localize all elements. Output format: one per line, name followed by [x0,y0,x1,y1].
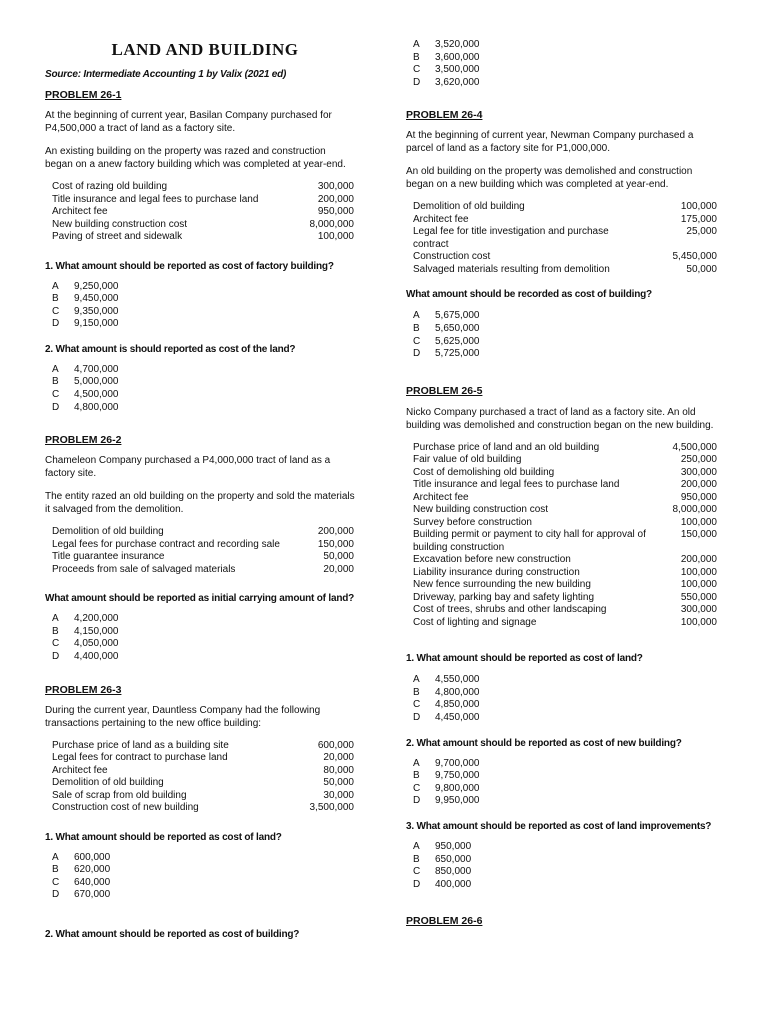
option-letter: D [413,878,421,890]
item-amount: 100,000 [680,566,717,578]
option-row [413,879,471,892]
option-letter: D [52,318,60,330]
item-label: Architect fee [52,206,108,217]
option-row [413,336,480,349]
table-row [52,802,354,815]
option-value: 3,620,000 [435,76,480,88]
option-letter: A [413,39,420,50]
option-letter: B [413,686,420,698]
item-label: Survey before construction [413,516,532,528]
option-value: 600,000 [74,851,111,863]
table-row [413,454,717,467]
table-row [413,467,717,480]
item-label: Architect fee [413,213,469,225]
item-amount: 300,000 [680,466,717,478]
item-amount: 50,000 [323,551,354,563]
option-letter: A [52,851,59,863]
item-amount: 3,500,000 [309,802,354,814]
question: What amount should be reported as initial carrying amount of land? [45,593,355,605]
option-letter: C [413,64,421,76]
item-amount: 100,000 [680,516,717,528]
question: What amount should be recorded as cost of building? [406,289,652,301]
option-letter: B [413,322,420,334]
table-row [52,564,354,577]
option-row [413,841,471,854]
option-letter: D [52,401,60,413]
item-label: Architect fee [52,764,108,776]
table-row [52,539,354,552]
option-value: 4,800,000 [74,401,119,413]
item-amount: 175,000 [680,213,717,225]
option-value: 9,250,000 [74,280,119,292]
table-row [413,604,717,617]
option-value: 950,000 [435,841,472,852]
option-letter: C [52,876,60,888]
option-row [52,877,110,890]
option-value: 5,725,000 [435,348,480,360]
right-column [406,0,718,927]
table-row [413,251,717,264]
item-label: Purchase price of land and an old building [413,441,600,453]
answer-options [52,613,119,663]
item-label: Driveway, parking bay and safety lighting [413,591,595,603]
option-value: 5,625,000 [435,335,480,347]
option-row [413,854,471,867]
option-letter: D [413,712,421,724]
table-row [413,442,717,455]
option-row [413,77,480,90]
item-label: New building construction cost [413,504,549,516]
problem-heading: PROBLEM 26-1 [45,89,122,101]
question: 3. What amount should be reported as cost of land improvements? [406,821,712,832]
item-amount: 8,000,000 [672,504,717,516]
option-letter: B [413,853,420,865]
table-row [413,554,717,567]
item-label: Paving of street and sidewalk [52,231,183,242]
problem-text: An existing building on the property was razed and construction began on a anew factory building which was completed at year-end. [45,146,346,170]
table-row [52,777,354,790]
option-row [413,323,480,336]
item-amount: 20,000 [323,752,354,764]
item-label: Sale of scrap from old building [52,789,187,801]
table-row [413,201,717,214]
option-value: 670,000 [74,889,111,901]
option-letter: B [52,376,59,388]
answer-options [52,852,110,902]
option-letter: A [413,310,420,322]
problem-text: At the beginning of current year, Basilan Company purchased for P4,500,000 a tract of land as a factory site. [45,110,332,134]
item-label: Purchase price of land as a building site [52,739,229,751]
item-label: Demolition of old building [413,201,525,213]
table-row [413,492,717,505]
item-label: Salvaged materials resulting from demolition [413,263,610,275]
table-row [52,194,354,207]
option-letter: D [52,651,60,663]
item-amount: 30,000 [323,789,354,801]
option-value: 3,520,000 [435,39,480,50]
option-row [52,389,119,402]
option-value: 9,350,000 [74,305,119,317]
option-row [413,687,480,700]
table-row [413,504,717,517]
answer-options [413,674,480,724]
option-letter: B [413,770,420,782]
option-value: 640,000 [74,876,111,888]
table-row [52,219,354,232]
option-letter: C [413,335,421,347]
option-letter: A [52,363,59,375]
option-row [52,281,119,294]
option-row [413,795,480,808]
item-label: New building construction cost [52,218,188,230]
item-label: Title insurance and legal fees to purchase land [52,193,259,205]
problem-heading: PROBLEM 26-3 [45,683,122,696]
option-letter: C [52,389,60,401]
option-row [413,712,480,725]
item-amount: 200,000 [680,479,717,491]
option-letter: C [52,305,60,317]
item-amount: 300,000 [680,604,717,616]
item-label: Demolition of old building [52,526,164,538]
answer-options [413,841,471,891]
table-row [413,567,717,580]
option-value: 4,200,000 [74,613,119,625]
option-letter: A [52,280,59,292]
table-row [413,226,717,251]
option-letter: A [413,841,420,852]
option-letter: A [413,757,420,769]
option-value: 9,750,000 [435,770,480,782]
option-row [52,293,119,306]
option-row [413,866,471,879]
option-value: 5,675,000 [435,310,480,322]
item-amount: 80,000 [323,764,354,776]
answer-options [413,39,480,89]
item-amount: 300,000 [317,181,354,192]
table-row [413,264,717,277]
table-row [52,752,354,765]
item-label: Cost of lighting and signage [413,616,537,628]
table-row [52,765,354,778]
table-row [413,592,717,605]
table-row [52,551,354,564]
option-value: 3,600,000 [435,51,480,63]
item-amount: 100,000 [317,231,354,242]
option-row [52,864,110,877]
option-row [52,638,119,651]
problem-heading: PROBLEM 26-2 [45,434,122,447]
problem-26-1 [45,89,355,414]
option-value: 4,550,000 [435,674,480,686]
question: 2. What amount should be reported as cost of new building? [406,737,682,749]
option-row [52,651,119,664]
option-value: 4,700,000 [74,363,119,375]
option-value: 9,150,000 [74,318,119,330]
question: 2. What amount should be reported as cost of building? [45,929,300,940]
left-column [45,0,355,940]
option-row [52,364,119,377]
cost-table [413,442,717,630]
option-value: 4,500,000 [74,389,119,401]
problem-heading: PROBLEM 26-6 [406,915,483,928]
question: 1. What amount should be reported as cost of land? [406,653,643,665]
option-letter: C [413,782,421,794]
item-label: Architect fee [413,491,469,503]
table-row [52,740,354,753]
option-letter: D [52,889,60,901]
item-label: Legal fee for title investigation and purchase contract [413,226,609,250]
item-amount: 950,000 [317,206,354,217]
problem-26-4 [406,109,718,360]
option-value: 9,950,000 [435,795,480,807]
answer-options [52,281,119,331]
item-amount: 4,500,000 [672,441,717,453]
question: 1. What amount should be reported as cost of factory building? [45,260,334,272]
question: 2. What amount is should reported as cost of the land? [45,343,296,355]
option-row [52,626,119,639]
option-row [52,889,110,902]
option-row [413,39,480,52]
option-letter: D [413,76,421,88]
option-value: 400,000 [435,878,472,890]
option-row [413,310,480,323]
option-row [52,376,119,389]
option-letter: A [52,613,59,625]
option-row [413,770,480,783]
item-label: Title guarantee insurance [52,551,165,563]
item-amount: 200,000 [317,193,354,205]
item-amount: 100,000 [680,579,717,591]
option-value: 9,700,000 [435,757,480,769]
cost-table [52,740,354,815]
item-amount: 50,000 [323,777,354,789]
item-label: Legal fees for purchase contract and recording sale [52,538,280,550]
option-row [52,306,119,319]
option-letter: C [413,866,421,878]
item-label: Construction cost [413,251,491,263]
item-amount: 100,000 [680,616,717,628]
item-label: Demolition of old building [52,777,164,789]
cost-table [52,526,354,576]
option-value: 850,000 [435,866,472,878]
problem-26-6 [406,915,718,927]
item-amount: 100,000 [680,201,717,213]
option-value: 9,450,000 [74,293,119,305]
option-row [413,348,480,361]
item-amount: 950,000 [680,491,717,503]
item-amount: 200,000 [317,526,354,538]
option-value: 620,000 [74,864,111,876]
table-row [413,214,717,227]
item-amount: 50,000 [686,263,717,275]
option-letter: A [413,674,420,686]
option-value: 650,000 [435,853,472,865]
source-line: Source: Intermediate Accounting 1 by Valix (2021 ed) [45,69,287,80]
item-label: Construction cost of new building [52,802,199,814]
item-label: New fence surrounding the new building [413,579,591,591]
item-amount: 5,450,000 [672,251,717,263]
option-letter: B [52,625,59,637]
problem-text: Nicko Company purchased a tract of land as a factory site. An old building was demolished and construction began on the new building. [406,406,714,431]
item-label: Cost of razing old building [52,181,168,192]
page-title: LAND AND BUILDING [111,40,299,59]
option-value: 5,650,000 [435,322,480,334]
problem-26-3 [45,684,355,940]
option-value: 4,150,000 [74,625,119,637]
problem-heading: PROBLEM 26-4 [406,109,483,122]
option-row [413,64,480,77]
option-letter: D [413,348,421,360]
table-row [52,526,354,539]
option-row [413,783,480,796]
item-label: Cost of trees, shrubs and other landscaping [413,604,607,616]
problem-text: Chameleon Company purchased a P4,000,000 tract of land as a factory site. [45,455,331,480]
option-row [52,852,110,865]
option-letter: D [413,795,421,807]
item-amount: 250,000 [680,454,717,466]
item-label: Cost of demolishing old building [413,466,555,478]
option-row [413,699,480,712]
item-label: Legal fees for contract to purchase land [52,752,228,764]
table-row [52,231,354,244]
table-row [52,790,354,803]
option-value: 4,050,000 [74,638,119,650]
problem-text: An old building on the property was demolished and construction began on a new building which was completed at year-end. [406,166,693,191]
option-letter: B [413,51,420,63]
item-amount: 8,000,000 [309,218,354,230]
option-letter: C [52,638,60,650]
option-letter: C [413,699,421,711]
item-amount: 550,000 [680,591,717,603]
option-row [413,758,480,771]
cost-table [413,201,717,276]
item-amount: 600,000 [317,739,354,751]
item-label: Excavation before new construction [413,554,571,566]
answer-options [52,364,119,414]
table-row [413,479,717,492]
problem-26-5 [406,385,718,892]
item-label: Building permit or payment to city hall for approval of building construction [413,529,646,553]
item-label: Title insurance and legal fees to purchase land [413,479,620,491]
answer-options [413,758,480,808]
table-row [52,206,354,219]
option-row [52,318,119,331]
item-amount: 150,000 [680,529,717,541]
cost-table [52,181,354,244]
option-row [413,52,480,65]
option-letter: B [52,293,59,305]
problem-26-2 [45,434,355,663]
option-value: 4,400,000 [74,651,119,663]
table-row [413,517,717,530]
option-row [413,674,480,687]
option-value: 5,000,000 [74,376,119,388]
problem-text: The entity razed an old building on the property and sold the materials it salvaged from the demolition. [45,491,355,516]
option-row [52,613,119,626]
answer-options [413,310,480,360]
option-value: 4,450,000 [435,712,480,724]
problem-text: At the beginning of current year, Newman Company purchased a parcel of land as a factory site for P1,000,000. [406,130,694,155]
item-label: Fair value of old building [413,454,522,466]
table-row [413,529,717,554]
question: 1. What amount should be reported as cost of land? [45,831,282,843]
table-row [52,181,354,194]
table-row [413,617,717,630]
option-value: 4,850,000 [435,699,480,711]
item-amount: 200,000 [680,554,717,566]
option-value: 4,800,000 [435,686,480,698]
item-amount: 25,000 [686,226,717,238]
option-letter: B [52,864,59,876]
item-amount: 150,000 [317,538,354,550]
problem-text: During the current year, Dauntless Company had the following transactions pertaining to the new office building: [45,704,321,729]
table-row [413,579,717,592]
option-value: 3,500,000 [435,64,480,76]
option-row [52,402,119,415]
item-amount: 20,000 [323,563,354,575]
option-value: 9,800,000 [435,782,480,794]
item-label: Liability insurance during construction [413,566,580,578]
item-label: Proceeds from sale of salvaged materials [52,563,236,575]
problem-heading: PROBLEM 26-5 [406,384,483,397]
